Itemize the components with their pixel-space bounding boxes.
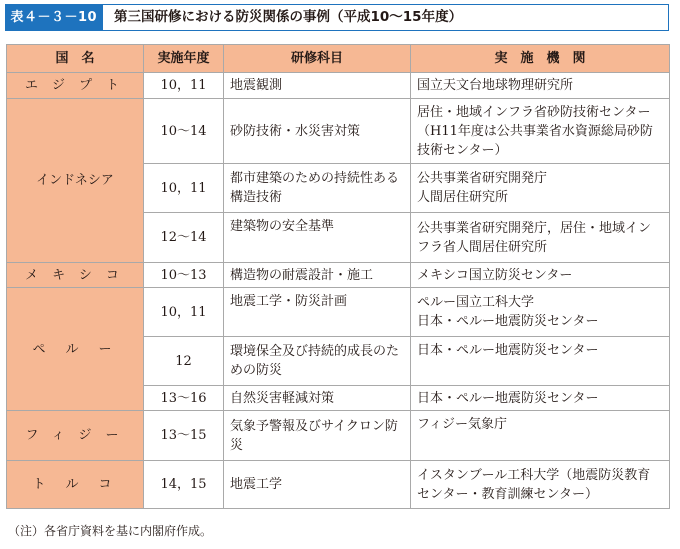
- country-cell: インドネシア: [7, 99, 144, 263]
- footnote: （注）各省庁資料を基に内閣府作成。: [8, 524, 213, 538]
- year-cell: 13～15: [144, 411, 224, 461]
- year-cell: 13～16: [144, 386, 224, 411]
- org-cell: ペルー国立工科大学 日本・ペルー地震防災センター: [411, 288, 670, 337]
- subject-cell: 気象予警報及びサイクロン防災: [224, 411, 411, 461]
- table-row: [7, 411, 670, 461]
- year-cell: 14，15: [144, 461, 224, 509]
- table-row: [7, 263, 670, 288]
- org-cell: 国立天文台地球物理研究所: [411, 73, 670, 99]
- table-row: [7, 288, 670, 337]
- column-header-subject: 研修科目: [224, 45, 411, 73]
- year-cell: 10，11: [144, 164, 224, 213]
- org-cell: 公共事業省研究開発庁 人間居住研究所: [411, 164, 670, 213]
- page-title: 第三国研修における防災関係の事例（平成10～15年度）: [114, 9, 463, 25]
- subject-cell: 砂防技術・水災害対策: [224, 99, 411, 164]
- case-table: [6, 44, 670, 509]
- org-cell: 日本・ペルー地震防災センター: [411, 337, 670, 386]
- year-cell: 10～14: [144, 99, 224, 164]
- country-cell: トルコ: [7, 461, 144, 509]
- subject-cell: 環境保全及び持続的成長のための防災: [224, 337, 411, 386]
- org-cell: 日本・ペルー地震防災センター: [411, 386, 670, 411]
- org-cell: 居住・地域インフラ省砂防技術センター（H11年度は公共事業省水資源総局砂防技術センター）: [411, 99, 670, 164]
- figure-label: 表４－３－10: [5, 4, 103, 31]
- subject-cell: 地震工学・防災計画: [224, 288, 411, 337]
- year-cell: 12: [144, 337, 224, 386]
- subject-cell: 建築物の安全基準: [224, 213, 411, 263]
- column-header-country: 国 名: [7, 45, 144, 73]
- column-header-org: 実 施 機 関: [411, 45, 670, 73]
- year-cell: 10～13: [144, 263, 224, 288]
- country-cell: エジプト: [7, 73, 144, 99]
- country-cell: フィジー: [7, 411, 144, 461]
- table-row: [7, 99, 670, 164]
- subject-cell: 都市建築のための持続性ある構造技術: [224, 164, 411, 213]
- column-header-year: 実施年度: [144, 45, 224, 73]
- org-cell: イスタンブール工科大学（地震防災教育センター・教育訓練センター）: [411, 461, 670, 509]
- year-cell: 10，11: [144, 288, 224, 337]
- subject-cell: 自然災害軽減対策: [224, 386, 411, 411]
- org-cell: 公共事業省研究開発庁，居住・地域インフラ省人間居住研究所: [411, 213, 670, 263]
- year-cell: 10，11: [144, 73, 224, 99]
- table-row: [7, 73, 670, 99]
- year-cell: 12～14: [144, 213, 224, 263]
- subject-cell: 地震工学: [224, 461, 411, 509]
- table-row: [7, 461, 670, 509]
- org-cell: メキシコ国立防災センター: [411, 263, 670, 288]
- header-row: [7, 45, 670, 73]
- title-bar: [5, 4, 669, 31]
- subject-cell: 地震観測: [224, 73, 411, 99]
- country-cell: ペルー: [7, 288, 144, 411]
- org-cell: フィジー気象庁: [411, 411, 670, 461]
- subject-cell: 構造物の耐震設計・施工: [224, 263, 411, 288]
- country-cell: メキシコ: [7, 263, 144, 288]
